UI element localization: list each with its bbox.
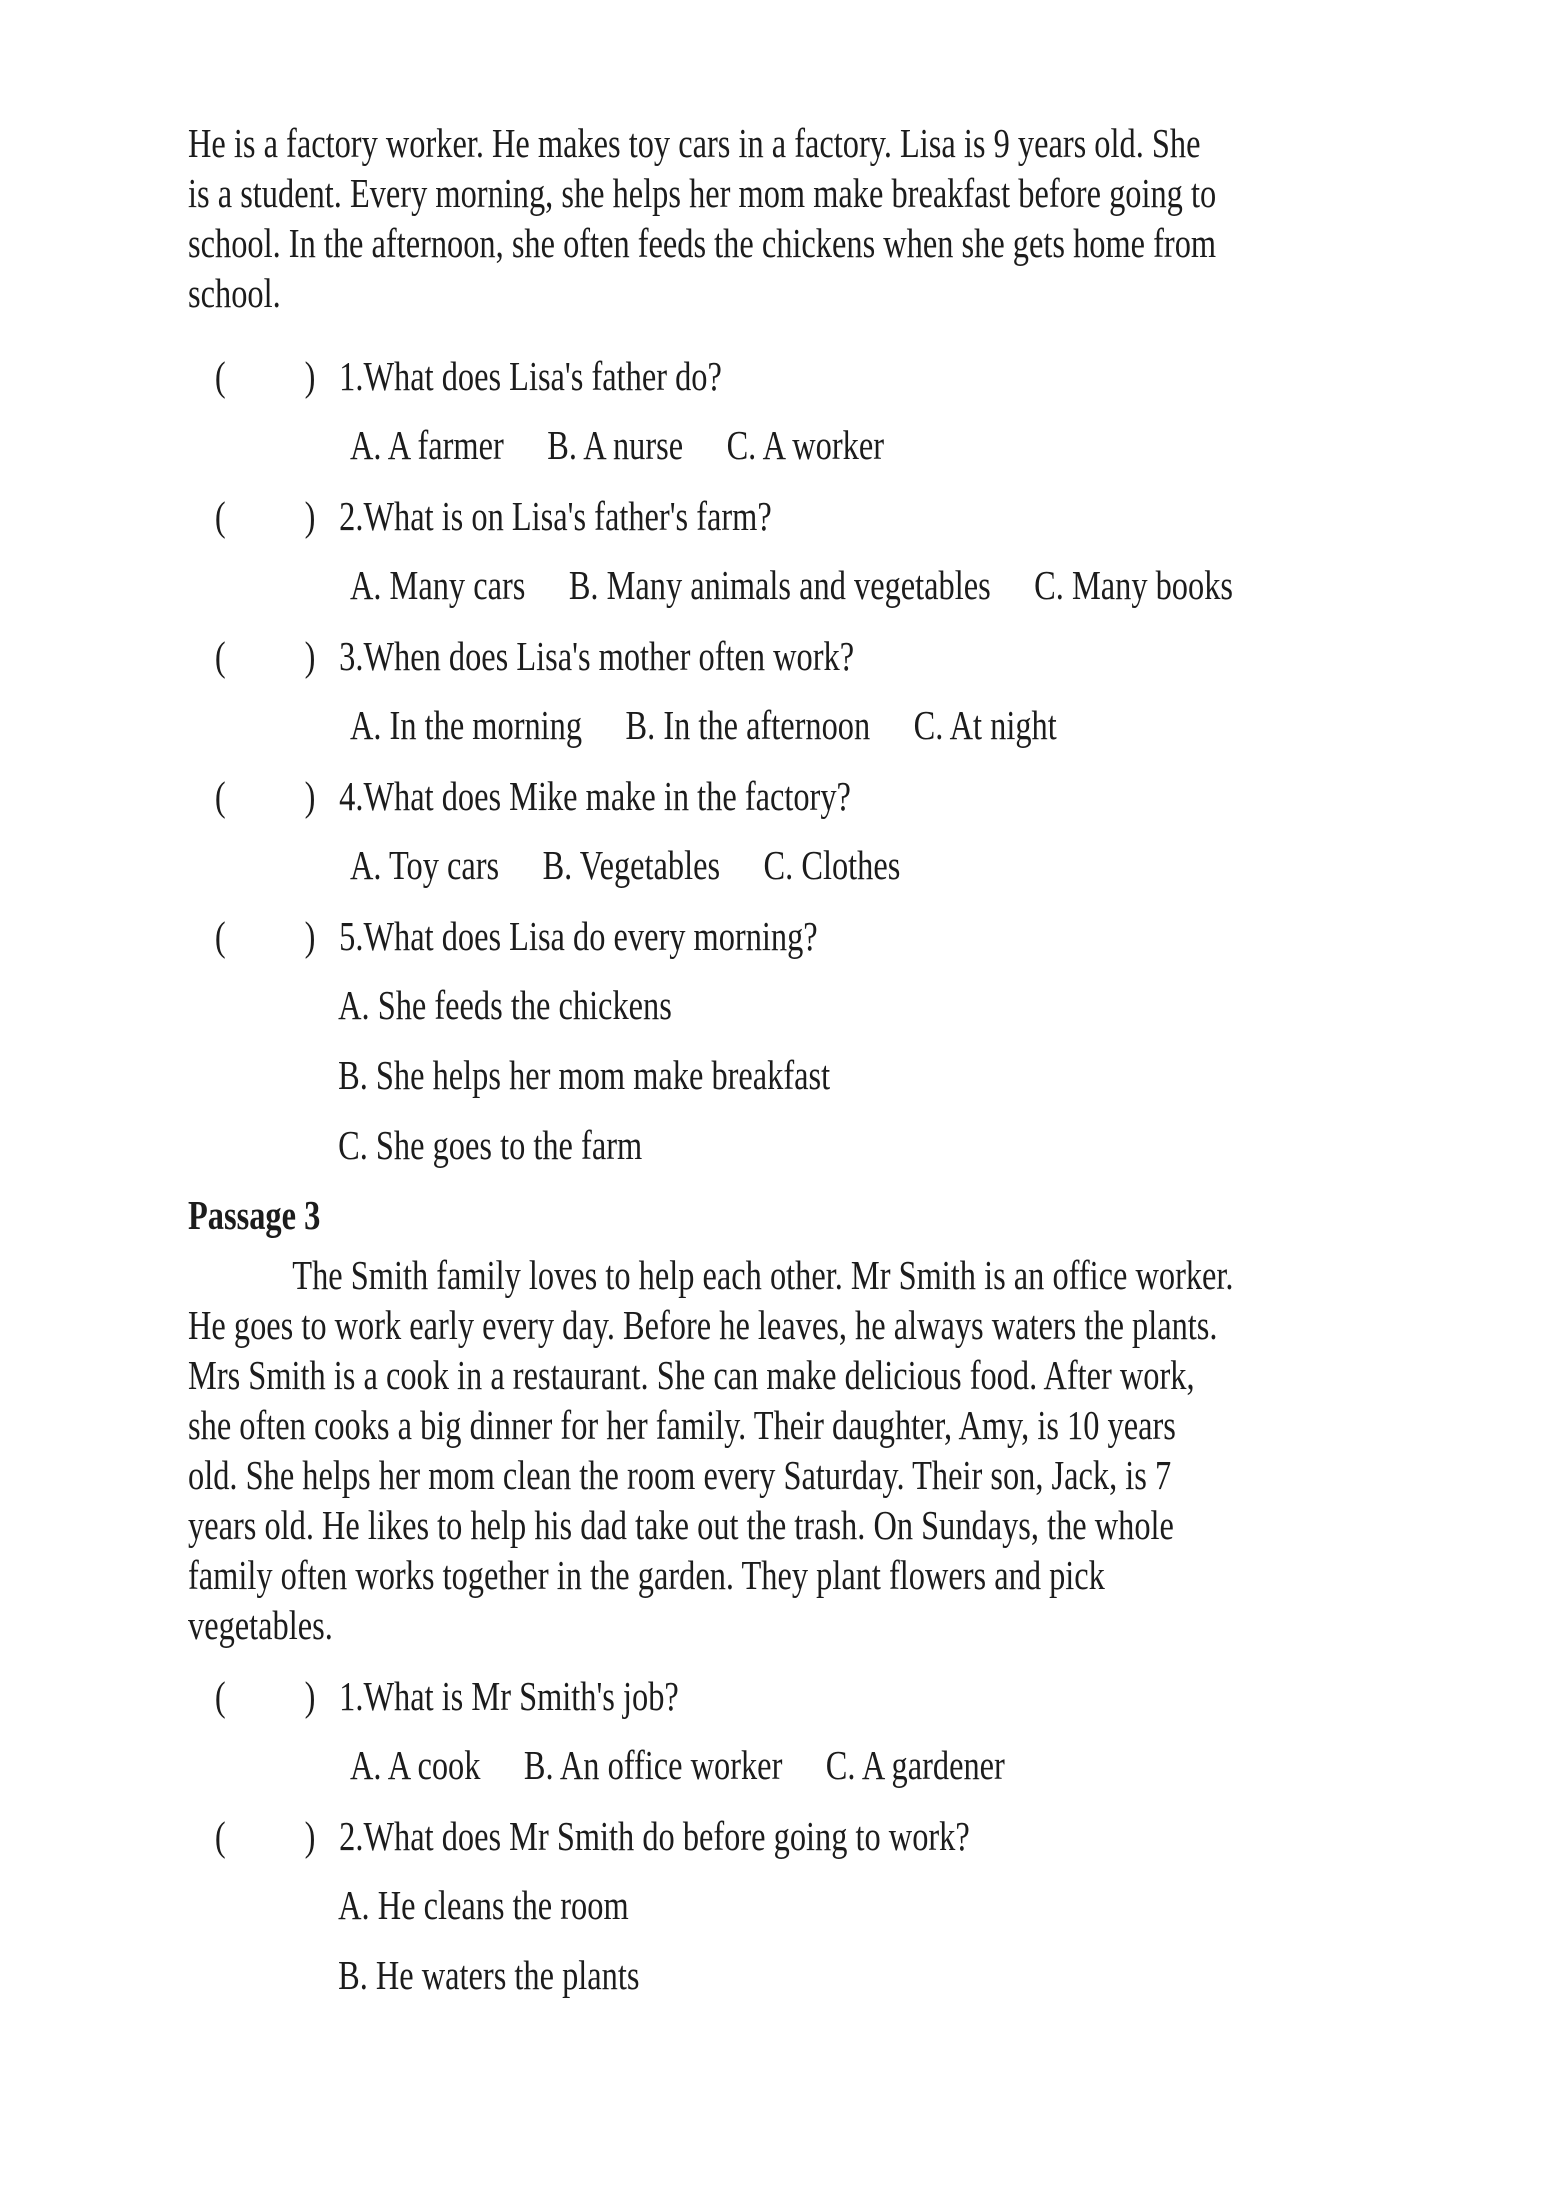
answer-bracket-close: ) (304, 913, 316, 959)
question-row (215, 770, 1560, 820)
option-a: A. In the morning (349, 702, 583, 748)
paragraph-line: Mrs Smith is a cook in a restaurant. She can make delicious food. After work, (188, 1352, 1195, 1398)
answer-bracket-open: ( (214, 1673, 226, 1719)
answer-bracket-open: ( (214, 1813, 226, 1859)
answer-blank (226, 490, 305, 530)
option-row-a (338, 1880, 1560, 1930)
paragraph-line: old. She helps her mom clean the room every Saturday. Their son, Jack, is 7 (188, 1452, 1172, 1498)
paragraph-line: is a student. Every morning, she helps her mom make breakfast before going to (188, 170, 1217, 216)
option-b: B. He waters the plants (338, 1952, 640, 1998)
passage3-paragraph (0, 1250, 1560, 1650)
options-row (350, 1740, 1560, 1790)
question-text: 4.What does Mike make in the factory? (339, 773, 851, 819)
answer-blank (226, 350, 305, 390)
answer-bracket-open: ( (214, 633, 226, 679)
paragraph-line: The Smith family loves to help each other. Mr Smith is an office worker. (292, 1252, 1234, 1298)
options-row (350, 700, 1560, 750)
answer-bracket-close: ) (304, 773, 316, 819)
passage2-paragraph (0, 118, 1560, 318)
paragraph-line: school. (188, 270, 281, 316)
question-row (215, 910, 1560, 960)
answer-bracket-open: ( (214, 773, 226, 819)
option-row-c (338, 1120, 1560, 1170)
option-a: A. A cook (349, 1742, 481, 1788)
question-text: 1.What is Mr Smith's job? (339, 1673, 679, 1719)
answer-bracket-close: ) (304, 493, 316, 539)
option-a: A. Toy cars (349, 842, 500, 888)
option-b: B. In the afternoon (625, 702, 871, 748)
passage3-heading: Passage 3 (188, 1192, 321, 1238)
option-a: A. He cleans the room (338, 1882, 629, 1928)
question-text: 2.What does Mr Smith do before going to work? (339, 1813, 970, 1859)
options-row (350, 560, 1560, 610)
option-row-a (338, 980, 1560, 1030)
option-b: B. She helps her mom make breakfast (338, 1052, 831, 1098)
paragraph-line: years old. He likes to help his dad take out the trash. On Sundays, the whole (188, 1502, 1174, 1548)
paragraph-line: school. In the afternoon, she often feeds the chickens when she gets home from (188, 220, 1217, 266)
question-row (215, 1670, 1560, 1720)
question-text: 1.What does Lisa's father do? (339, 353, 722, 399)
question-text: 3.When does Lisa's mother often work? (339, 633, 855, 679)
paragraph-line: He is a factory worker. He makes toy cars in a factory. Lisa is 9 years old. She (188, 120, 1201, 166)
option-c: C. A worker (726, 422, 885, 468)
answer-bracket-close: ) (304, 633, 316, 679)
option-c: C. Clothes (763, 842, 901, 888)
option-b: B. An office worker (523, 1742, 783, 1788)
option-b: B. Many animals and vegetables (568, 562, 991, 608)
question-text: 2.What is on Lisa's father's farm? (339, 493, 772, 539)
option-c: C. She goes to the farm (338, 1122, 643, 1168)
option-c: C. At night (913, 702, 1057, 748)
option-c: C. A gardener (825, 1742, 1005, 1788)
option-row-b (338, 1950, 1560, 2000)
paragraph-line: family often works together in the garden. They plant flowers and pick (188, 1552, 1105, 1598)
option-a: A. Many cars (349, 562, 526, 608)
answer-blank (226, 1670, 305, 1710)
options-row (350, 420, 1560, 470)
option-b: B. Vegetables (542, 842, 721, 888)
options-row (350, 840, 1560, 890)
answer-bracket-open: ( (214, 353, 226, 399)
question-text: 5.What does Lisa do every morning? (339, 913, 818, 959)
question-row (215, 1810, 1560, 1860)
option-a: A. A farmer (349, 422, 504, 468)
option-c: C. Many books (1034, 562, 1234, 608)
question-row (215, 350, 1560, 400)
paragraph-line: vegetables. (188, 1602, 333, 1648)
option-b: B. A nurse (547, 422, 684, 468)
answer-bracket-close: ) (304, 353, 316, 399)
answer-bracket-open: ( (214, 913, 226, 959)
answer-blank (226, 770, 305, 810)
answer-blank (226, 910, 305, 950)
question-row (215, 630, 1560, 680)
option-a: A. She feeds the chickens (338, 982, 672, 1028)
paragraph-line: she often cooks a big dinner for her family. Their daughter, Amy, is 10 years (188, 1402, 1176, 1448)
answer-blank (226, 630, 305, 670)
answer-bracket-open: ( (214, 493, 226, 539)
answer-bracket-close: ) (304, 1813, 316, 1859)
paragraph-line: He goes to work early every day. Before he leaves, he always waters the plants. (188, 1302, 1218, 1348)
answer-bracket-close: ) (304, 1673, 316, 1719)
answer-blank (226, 1810, 305, 1850)
question-row (215, 490, 1560, 540)
option-row-b (338, 1050, 1560, 1100)
